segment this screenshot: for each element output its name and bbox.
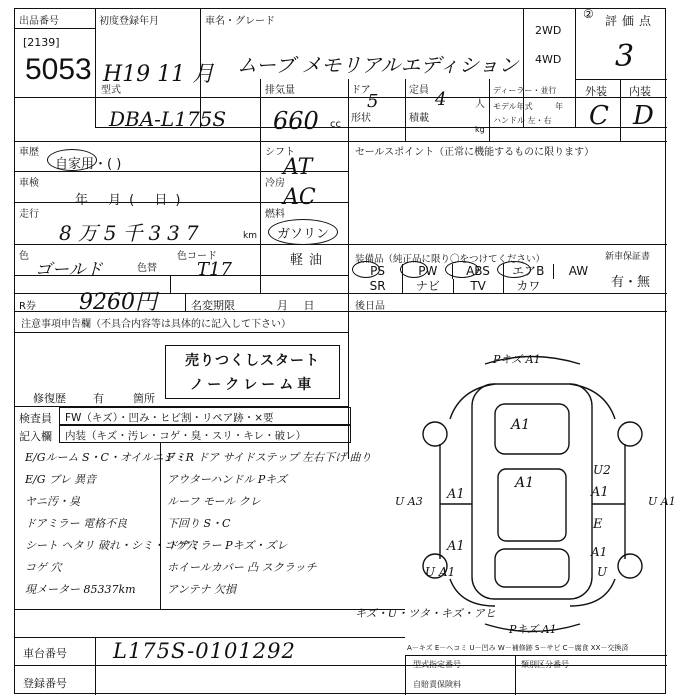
auction-sheet	[14, 7, 676, 694]
remark-right-line: ルーフ モール クレ	[167, 495, 261, 508]
dealer-label: ディーラー・並行	[493, 86, 557, 95]
diag-roof: A1	[515, 475, 535, 491]
type-cert-label: 型式指定番号	[413, 660, 461, 669]
sales-point-label: セールスポイント（正常に機能するものに限ります）	[355, 147, 595, 158]
equip-airbag: エアB	[504, 264, 554, 279]
remark-left-line: シート ヘタリ 破れ・シミ・コゲ穴	[25, 539, 197, 552]
diag-rear-note: Pキズ A1	[509, 623, 557, 636]
load-unit: kg	[475, 125, 485, 134]
equipment-label: 装備品（純正品に限り〇をつけてください）	[355, 254, 546, 265]
door-value: 5	[367, 91, 379, 112]
new-car-value: 有・無	[611, 275, 651, 290]
model-label: 型式	[101, 85, 121, 96]
tax-label: R券	[19, 301, 36, 312]
diag-left-rear: U A1	[425, 565, 456, 579]
handle-label: ハンドル 左・右	[493, 116, 552, 125]
car-name-value: ムーブ メモリアルエディション	[237, 53, 519, 77]
displacement-unit: cc	[330, 119, 341, 130]
remark-left-line: ドアミラー 電格不良	[25, 517, 128, 530]
exterior-value: C	[589, 101, 609, 131]
diag-right-fender: U2	[593, 463, 611, 477]
interior-value: D	[633, 101, 654, 131]
fuel-other: 軽油	[290, 253, 329, 268]
diag-left-sill: U A3	[395, 495, 423, 508]
equip-abs: ABS	[453, 264, 503, 279]
interior-label: 内装	[629, 85, 651, 98]
remark-left-line: E/G ブレ 異音	[25, 473, 97, 486]
remark-left-line: コゲ 穴	[25, 561, 62, 574]
model-year-label: モデル年式	[493, 102, 533, 111]
cooler-label: 冷房	[265, 178, 285, 189]
equip-ps: PS	[353, 264, 403, 279]
lot-prefix: [2139]	[23, 36, 60, 49]
cooler-value: AC	[283, 185, 316, 210]
equip-leather: カワ	[516, 279, 541, 293]
remark-right-line: ドアミラー Pキズ・ズレ	[167, 539, 288, 552]
load-label: 積載	[409, 113, 429, 124]
diag-left-door-r: A1	[447, 539, 465, 554]
equip-sr: SR	[353, 279, 403, 294]
remark-right-line: アウターハンドル Pキズ	[167, 473, 288, 486]
car-name-label: 車名・グレード	[205, 16, 275, 27]
equipment-row-2	[353, 279, 553, 294]
chassis-label: 車台番号	[23, 647, 67, 660]
remark-right-line: F・R ドア サイドステップ 左右下げ 曲り	[167, 451, 372, 464]
fuel-label: 燃料	[265, 209, 285, 220]
exterior-label: 外装	[585, 85, 607, 98]
lot-number-label: 出品番号	[19, 16, 59, 27]
equip-pw: PW	[403, 264, 453, 279]
stamp-line-2: ノークレーム車	[189, 377, 316, 393]
inspection-value: 年 月( 日)	[75, 193, 189, 208]
remark-left-line: ヤニ汚・臭	[25, 495, 80, 508]
first-reg-label: 初度登録年月	[99, 16, 159, 27]
door-label: ドア	[351, 85, 371, 96]
insurance-label: 自賠責保険料	[413, 680, 461, 689]
drive-4wd: 4WD	[535, 53, 562, 66]
capacity-value: 4	[435, 89, 447, 110]
entry-label: 記入欄	[19, 430, 52, 443]
diag-hood: A1	[511, 417, 531, 433]
rear-goods-label: 後日品	[355, 301, 385, 312]
stamp-line-1: 売りつくしスタート	[185, 353, 320, 369]
capacity-label: 定員	[409, 85, 429, 96]
mileage-label: 走行	[19, 209, 39, 220]
remark-left-line: 現メーター 85337km	[25, 583, 136, 596]
inspector-label: 検査員	[19, 412, 52, 425]
year-unit: 年	[555, 102, 563, 111]
diag-right-sill: U A1	[648, 495, 676, 508]
lot-number: 5053	[25, 53, 92, 86]
mileage-value: 8万5千337	[59, 221, 205, 245]
car-damage-diagram	[400, 344, 665, 644]
inspection-label: 車検	[19, 178, 39, 189]
diag-front-note: Pキズ A1	[493, 353, 541, 366]
diag-right-quarter: U	[597, 565, 608, 579]
displacement-value: 660	[273, 107, 319, 135]
tax-value: 9260円	[79, 290, 157, 315]
capacity-unit: 人	[475, 99, 485, 110]
no-claim-stamp	[165, 345, 340, 399]
score-value: 3	[615, 39, 635, 74]
diag-right-door-f: A1	[591, 485, 609, 500]
diag-right-door-r: E	[593, 517, 603, 532]
diag-bottom-note: キズ・U・ツタ・キズ・アヒ	[355, 607, 496, 620]
displacement-label: 排気量	[265, 85, 295, 96]
equip-aw: AW	[568, 264, 589, 278]
history-label: 車歴	[19, 147, 39, 158]
diag-right-rear: A1	[591, 545, 608, 559]
chassis-value: L175S-0101292	[113, 639, 296, 663]
remark-left-line: E/Gルーム S・C・オイルニジミ	[25, 451, 186, 464]
registration-label: 登録番号	[23, 677, 67, 690]
model-value: DBA-L175S	[109, 107, 227, 131]
new-car-label: 新車保証書	[605, 252, 651, 262]
color-code-label: 色コード	[177, 251, 217, 262]
damage-legend: A－キズ E－ヘコミ U－凹み W－補修跡 S－サビ C－腐食 XX－交換済	[407, 644, 629, 652]
color-code-value: T17	[197, 259, 232, 280]
remark-right-line: アンテナ 欠損	[167, 583, 237, 596]
repair-label: 修復歴	[33, 392, 66, 405]
equip-tv: TV	[454, 279, 504, 294]
shape-label: 形状	[351, 113, 371, 124]
top-mark: ②	[583, 7, 594, 21]
repair-point: 箇所	[133, 392, 155, 405]
history-value: 自家用・( )	[55, 157, 122, 172]
interior-line: 内装（キズ・汚レ・コゲ・臭・スリ・キレ・破レ）	[65, 430, 307, 442]
first-reg-value: H19 11 月	[103, 62, 215, 87]
mileage-unit: km	[243, 231, 257, 241]
color-label: 色	[19, 251, 29, 262]
fw-line: FW（キズ）・凹み・ヒビ割・リペア跡・×要	[65, 412, 274, 424]
fuel-value: ガソリン	[277, 227, 330, 242]
equip-navi: ナビ	[403, 279, 453, 294]
color-change-label: 色替	[137, 263, 157, 274]
name-change-value: 月 日	[277, 299, 321, 312]
category-label: 類別区分番号	[521, 660, 569, 669]
shift-label: シフト	[265, 147, 295, 158]
drive-2wd: 2WD	[535, 24, 562, 37]
remark-right-line: ホイールカバー 凸 スクラッチ	[167, 561, 317, 574]
score-label: 評価点	[605, 14, 657, 28]
remark-right-line: 下回り S・C	[167, 517, 231, 530]
shift-value: AT	[283, 155, 313, 180]
notes-label: 注意事項申告欄（不具合内容等は具体的に記入して下さい）	[21, 319, 291, 330]
color-value: ゴールド	[35, 260, 103, 280]
diag-left-door-f: A1	[447, 487, 465, 502]
name-change-label: 名変期限	[191, 299, 235, 312]
repair-value: 有	[93, 392, 104, 405]
